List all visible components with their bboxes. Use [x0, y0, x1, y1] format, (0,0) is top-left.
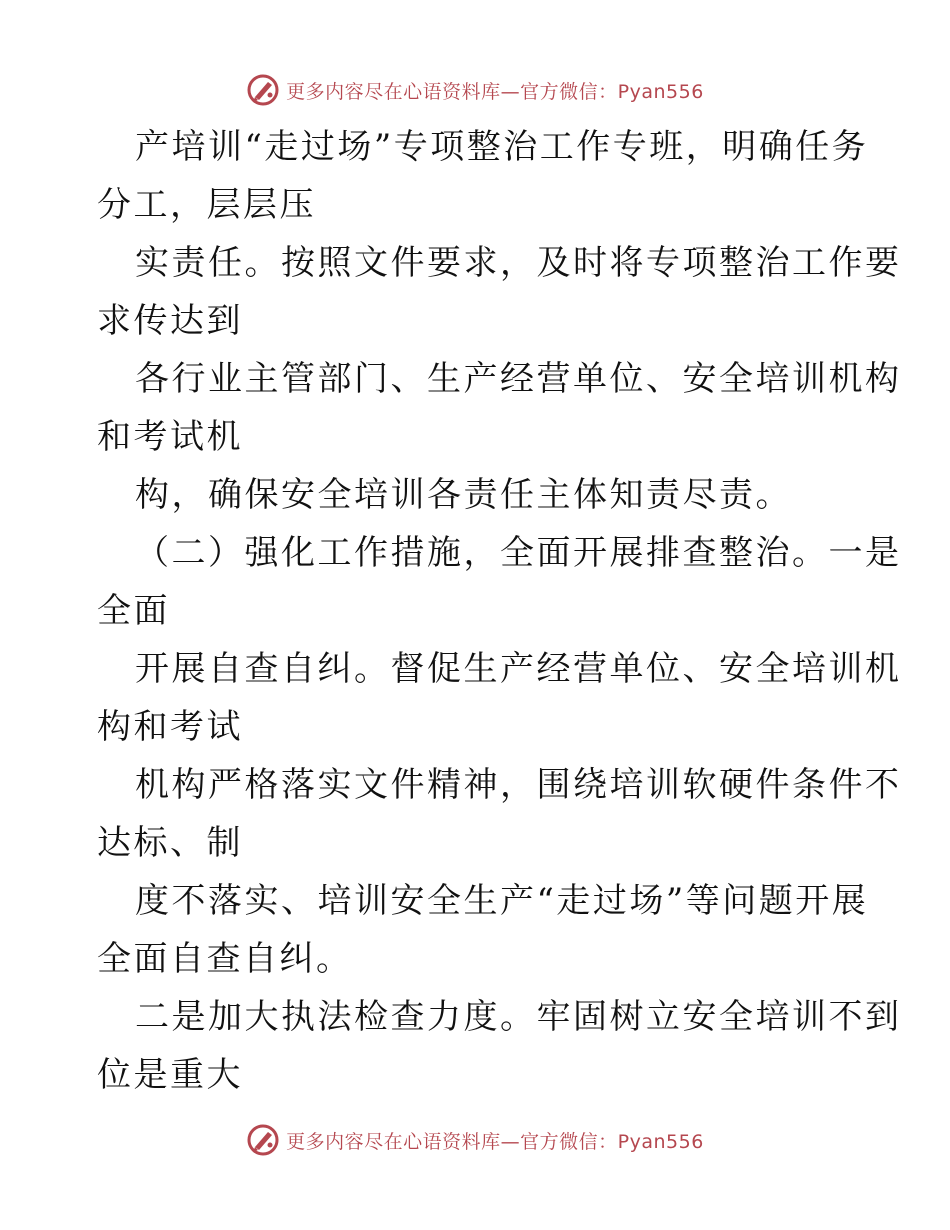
text-line: 二是加大执法检查力度。牢固树立安全培训不到	[135, 997, 902, 1037]
text-line: 求传达到	[97, 301, 243, 341]
text-line: 位是重大	[97, 1055, 243, 1095]
text-line: 构和考试	[97, 707, 243, 747]
footer-watermark	[0, 1120, 950, 1160]
document-body	[97, 118, 902, 1104]
text-line: （二）强化工作措施，全面开展排查整治。一是	[135, 533, 902, 573]
watermark-text: 更多内容尽在心语资料库—官方微信：Pyan556	[286, 1130, 704, 1153]
text-line: 开展自查自纠。督促生产经营单位、安全培训机	[135, 649, 902, 689]
text-line: 各行业主管部门、生产经营单位、安全培训机构	[135, 359, 902, 399]
pen-logo-icon	[246, 73, 280, 107]
text-line: 全面	[97, 591, 170, 631]
text-line: 全面自查自纠。	[97, 939, 353, 979]
text-line: 度不落实、培训安全生产“走过场”等问题开展	[135, 881, 869, 921]
text-line: 产培训“走过场”专项整治工作专班，明确任务	[135, 127, 869, 167]
watermark-text: 更多内容尽在心语资料库—官方微信：Pyan556	[286, 80, 704, 103]
text-line: 分工，层层压	[97, 185, 316, 225]
text-line: 实责任。按照文件要求，及时将专项整治工作要	[135, 243, 902, 283]
pen-logo-icon	[246, 1123, 280, 1157]
text-line: 和考试机	[97, 417, 243, 457]
text-line: 达标、制	[97, 823, 243, 863]
header-watermark	[0, 70, 950, 110]
text-line: 机构严格落实文件精神，围绕培训软硬件条件不	[135, 765, 902, 805]
text-line: 构，确保安全培训各责任主体知责尽责。	[135, 475, 792, 515]
